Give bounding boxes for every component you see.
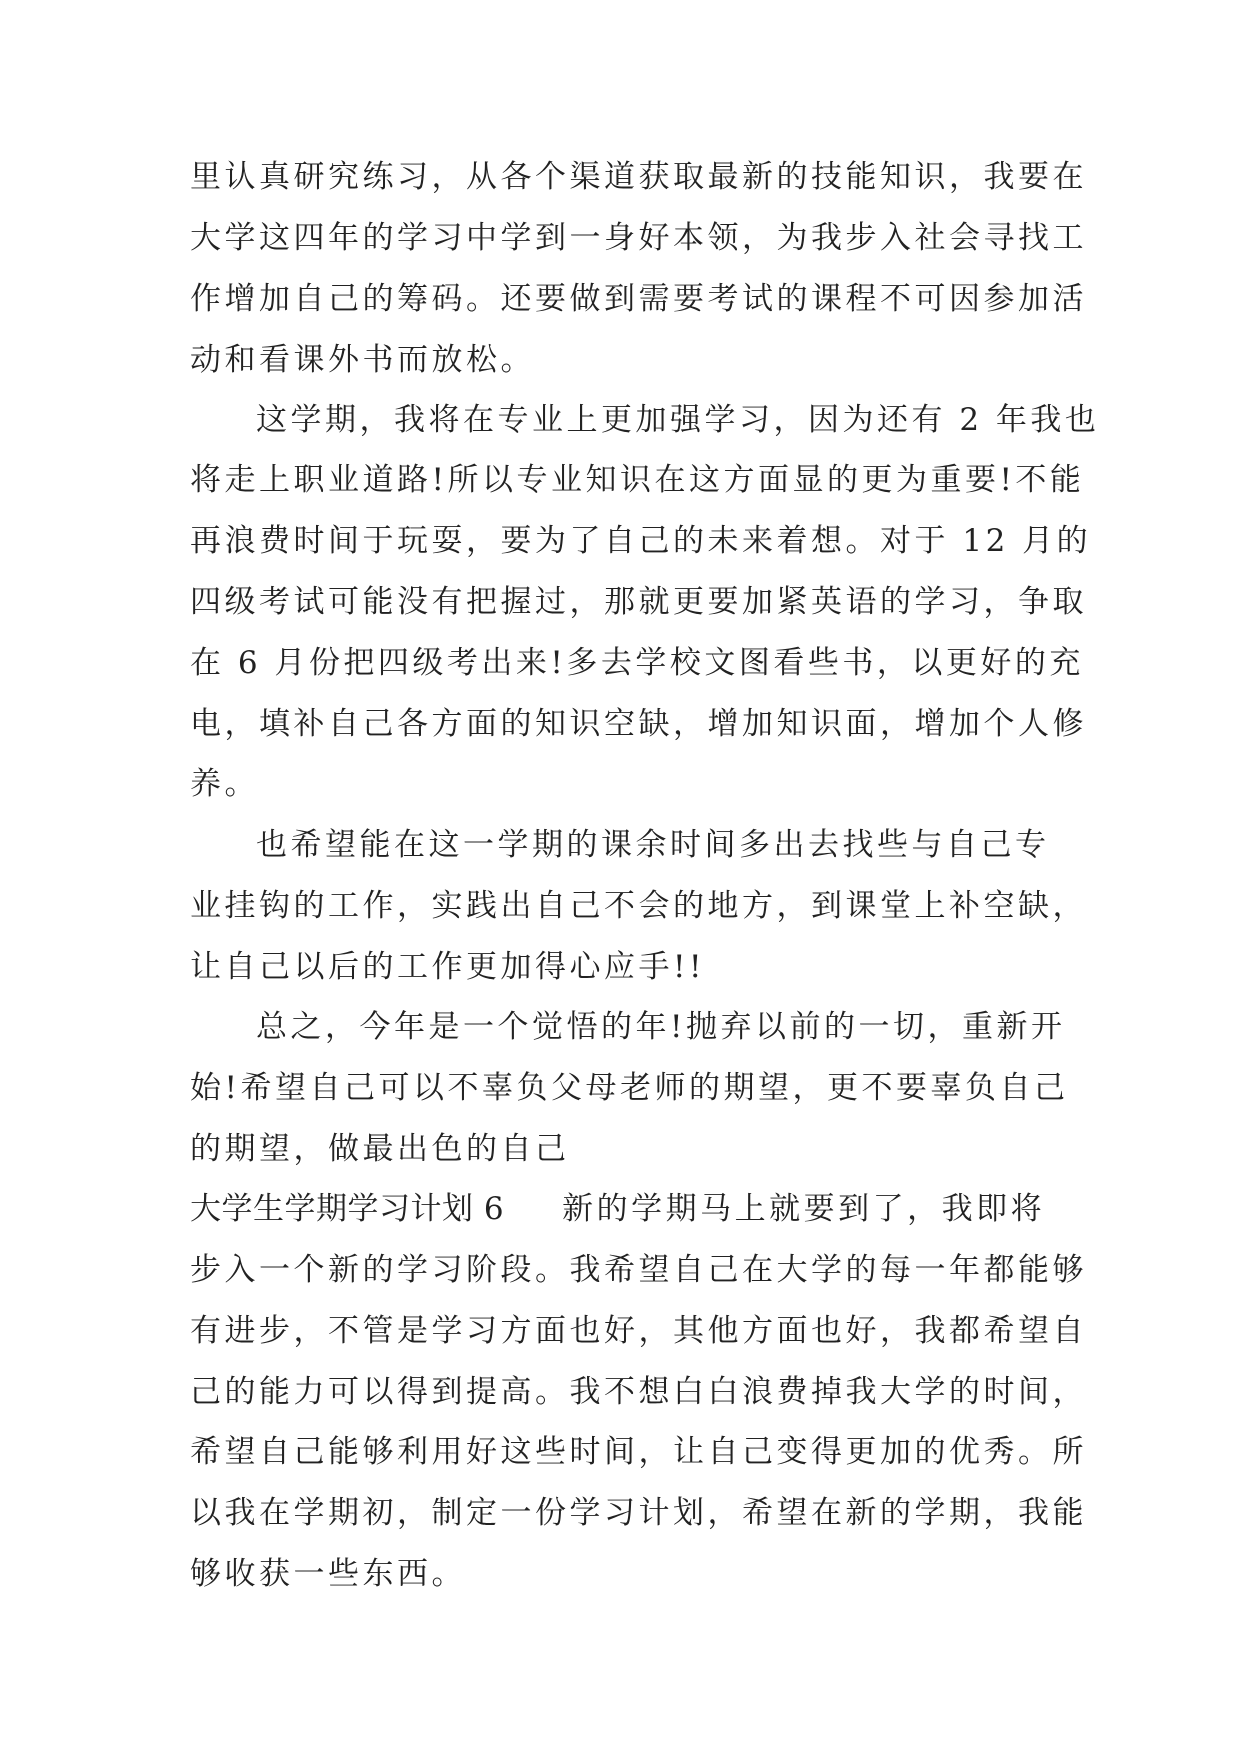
- section-heading: 大学生学期学习计划 6: [190, 1191, 505, 1227]
- paragraph-line: 再浪费时间于玩耍，要为了自己的未来着想。对于 12 月的: [190, 523, 1092, 559]
- paragraph-line: 己的能力可以得到提高。我不想白白浪费掉我大学的时间，: [190, 1374, 1087, 1410]
- paragraph-line: 始!希望自己可以不辜负父母老师的期望，更不要辜负自己: [190, 1070, 1069, 1106]
- paragraph-line: 大学这四年的学习中学到一身好本领，为我步入社会寻找工: [190, 220, 1087, 256]
- paragraph-text: 新的学期马上就要到了，我即将: [562, 1191, 1046, 1227]
- paragraph-line: 动和看课外书而放松。: [190, 342, 535, 378]
- paragraph-line: 养。: [190, 766, 259, 802]
- paragraph-line: 以我在学期初，制定一份学习计划，希望在新的学期，我能: [190, 1495, 1087, 1531]
- paragraph-line: 让自己以后的工作更加得心应手!!: [190, 949, 705, 985]
- paragraph-line: 这学期，我将在专业上更加强学习，因为还有 2 年我也: [256, 402, 1100, 438]
- heading-line: [190, 1189, 1050, 1229]
- paragraph-line: 里认真研究练习，从各个渠道获取最新的技能知识，我要在: [190, 159, 1087, 195]
- paragraph-line: 的期望，做最出色的自己: [190, 1131, 570, 1167]
- paragraph-line: 业挂钩的工作，实践出自己不会的地方，到课堂上补空缺，: [190, 888, 1087, 924]
- paragraph-line: 也希望能在这一学期的课余时间多出去找些与自己专: [256, 827, 1050, 863]
- paragraph-line: 够收获一些东西。: [190, 1556, 466, 1592]
- paragraph-line: 步入一个新的学习阶段。我希望自己在大学的每一年都能够: [190, 1252, 1087, 1288]
- paragraph-line: 有进步，不管是学习方面也好，其他方面也好，我都希望自: [190, 1313, 1087, 1349]
- paragraph-line: 作增加自己的筹码。还要做到需要考试的课程不可因参加活: [190, 281, 1087, 317]
- paragraph-line: 总之，今年是一个觉悟的年!抛弃以前的一切，重新开: [256, 1009, 1066, 1045]
- paragraph-line: 电，填补自己各方面的知识空缺，增加知识面，增加个人修: [190, 706, 1087, 742]
- paragraph-line: 在 6 月份把四级考出来!多去学校文图看些书，以更好的充: [190, 645, 1084, 681]
- paragraph-line: 四级考试可能没有把握过，那就更要加紧英语的学习，争取: [190, 584, 1087, 620]
- paragraph-line: 将走上职业道路!所以专业知识在这方面显的更为重要!不能: [190, 462, 1085, 498]
- paragraph-line: 希望自己能够利用好这些时间，让自己变得更加的优秀。所: [190, 1434, 1087, 1470]
